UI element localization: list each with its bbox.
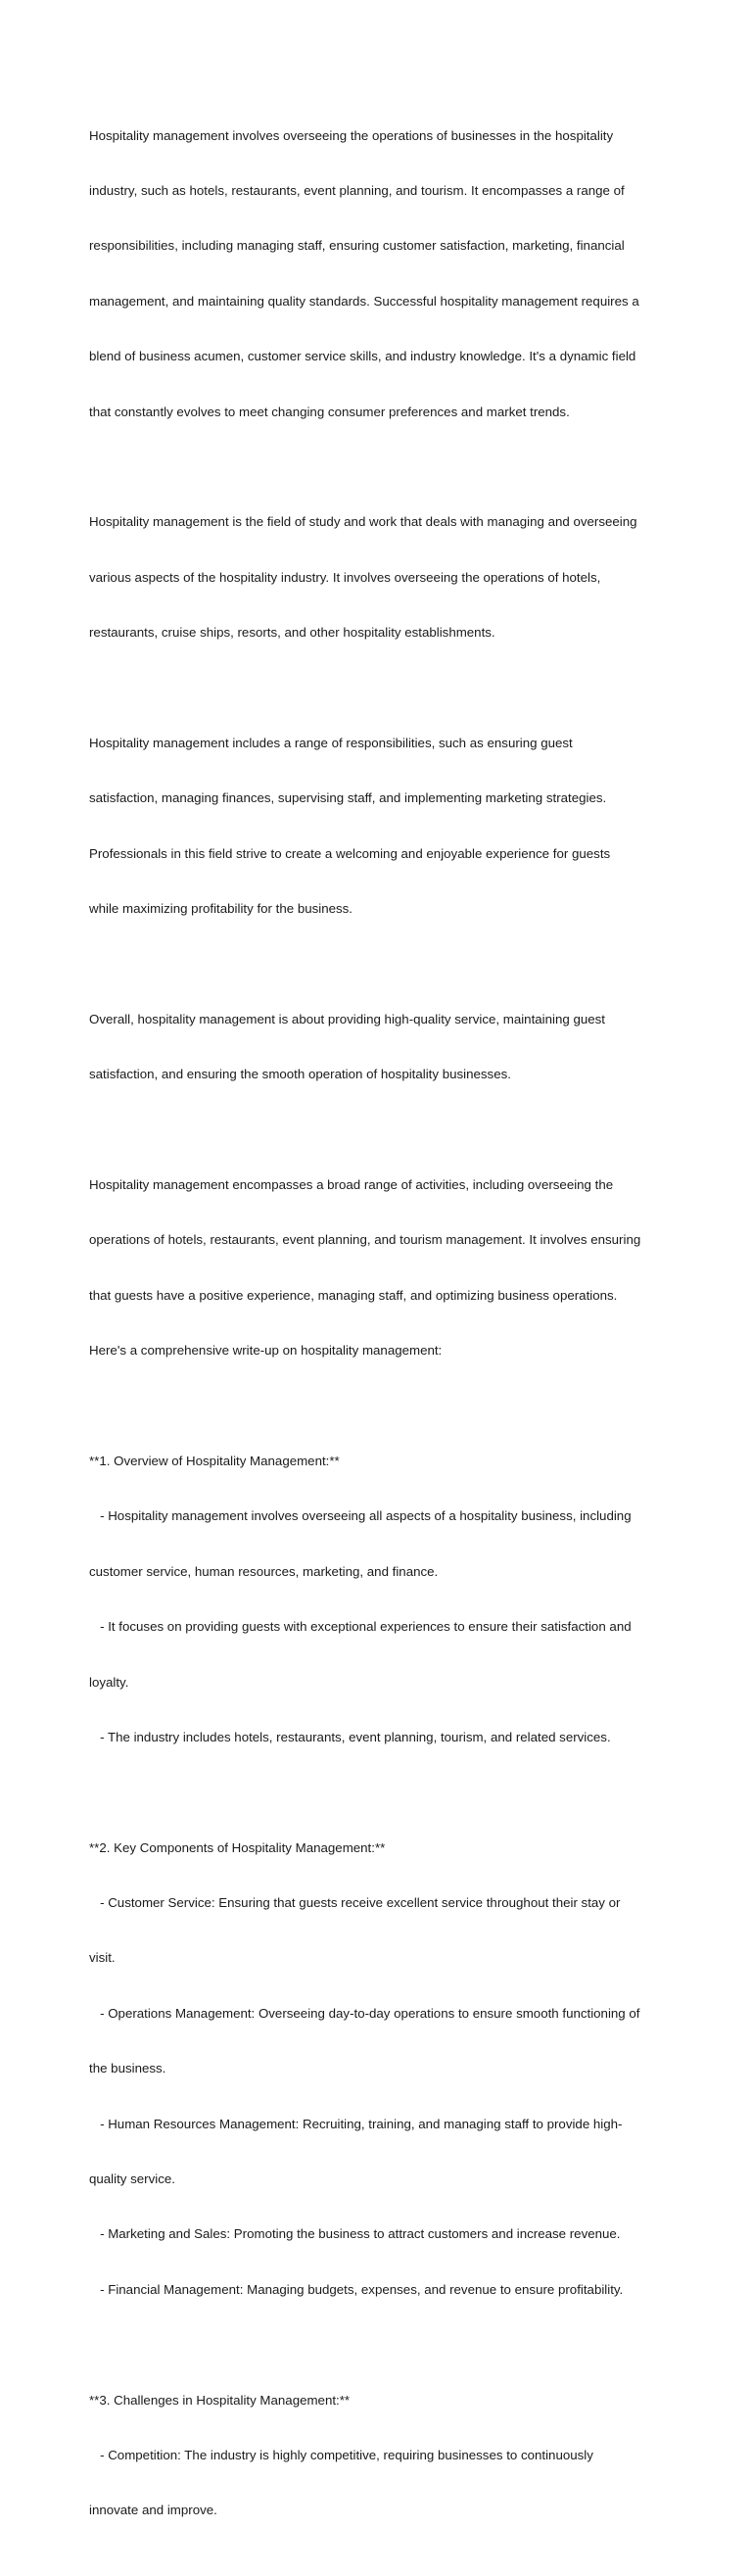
- list-item: - It focuses on providing guests with exceptional experiences to ensure their satisfaction and: [89, 1619, 632, 1635]
- text-line: restaurants, cruise ships, resorts, and other hospitality establishments.: [89, 625, 495, 641]
- text-line: Hospitality management is the field of study and work that deals with managing and overseeing: [89, 514, 637, 530]
- text-line: management, and maintaining quality standards. Successful hospitality management requires a: [89, 293, 639, 309]
- text-line: responsibilities, including managing staff, ensuring customer satisfaction, marketing, financial: [89, 238, 625, 254]
- section-overview: [89, 1415, 669, 1784]
- paragraph-responsibilities: [89, 697, 669, 955]
- list-item: - Operations Management: Overseeing day-to-day operations to ensure smooth functioning of: [89, 2005, 640, 2021]
- text-line: Hospitality management involves overseeing the operations of businesses in the hospitality: [89, 127, 614, 143]
- text-line: Overall, hospitality management is about providing high-quality service, maintaining guest: [89, 1011, 605, 1026]
- list-item: - Hospitality management involves overseeing all aspects of a hospitality business, including: [89, 1508, 632, 1524]
- paragraph-definition: [89, 477, 669, 680]
- list-item-continuation: the business.: [89, 2061, 166, 2076]
- paragraph-overall: [89, 974, 669, 1121]
- list-item: - The industry includes hotels, restaurants, event planning, tourism, and related services.: [89, 1729, 611, 1744]
- list-item: - Financial Management: Managing budgets, expenses, and revenue to ensure profitability.: [89, 2281, 624, 2297]
- list-item: - Marketing and Sales: Promoting the business to attract customers and increase revenue.: [89, 2226, 621, 2242]
- list-item: - Competition: The industry is highly competitive, requiring businesses to continuously: [89, 2448, 593, 2462]
- section-heading: **2. Key Components of Hospitality Management:**: [89, 1839, 386, 1855]
- paragraph-intro: [89, 90, 669, 458]
- list-item-continuation: innovate and improve.: [89, 2503, 217, 2518]
- section-challenges: [89, 2355, 669, 2557]
- text-line: Hospitality management encompasses a broad range of activities, including overseeing the: [89, 1177, 614, 1193]
- text-line: while maximizing profitability for the business.: [89, 901, 353, 917]
- list-item-continuation: loyalty.: [89, 1674, 129, 1690]
- text-line: that guests have a positive experience, managing staff, and optimizing business operations.: [89, 1287, 618, 1303]
- list-item: - Customer Service: Ensuring that guests receive excellent service throughout their stay or: [89, 1895, 621, 1911]
- section-key-components: [89, 1802, 669, 2336]
- list-item: - Human Resources Management: Recruiting, training, and managing staff to provide high-: [89, 2116, 623, 2131]
- text-line: blend of business acumen, customer service skills, and industry knowledge. It's a dynamic field: [89, 349, 636, 364]
- text-line: satisfaction, and ensuring the smooth operation of hospitality businesses.: [89, 1067, 511, 1082]
- text-line: various aspects of the hospitality industry. It involves overseeing the operations of hotels,: [89, 569, 601, 585]
- document-body: [89, 90, 669, 2576]
- text-line: Professionals in this field strive to create a welcoming and enjoyable experience for guests: [89, 845, 611, 861]
- text-line: Hospitality management includes a range of responsibilities, such as ensuring guest: [89, 735, 573, 750]
- text-line: that constantly evolves to meet changing consumer preferences and market trends.: [89, 404, 570, 419]
- section-heading: **1. Overview of Hospitality Management:**: [89, 1453, 340, 1468]
- text-line: satisfaction, managing finances, supervising staff, and implementing marketing strategies.: [89, 790, 607, 806]
- text-line: Here's a comprehensive write-up on hospitality management:: [89, 1343, 443, 1359]
- text-line: operations of hotels, restaurants, event planning, and tourism management. It involves ensuring: [89, 1232, 641, 1248]
- list-item-continuation: customer service, human resources, marketing, and finance.: [89, 1563, 439, 1579]
- paragraph-activities: [89, 1139, 669, 1397]
- text-line: industry, such as hotels, restaurants, event planning, and tourism. It encompasses a range of: [89, 182, 625, 198]
- list-item-continuation: visit.: [89, 1950, 116, 1966]
- list-item-continuation: quality service.: [89, 2171, 175, 2187]
- section-heading: **3. Challenges in Hospitality Management:**: [89, 2392, 351, 2408]
